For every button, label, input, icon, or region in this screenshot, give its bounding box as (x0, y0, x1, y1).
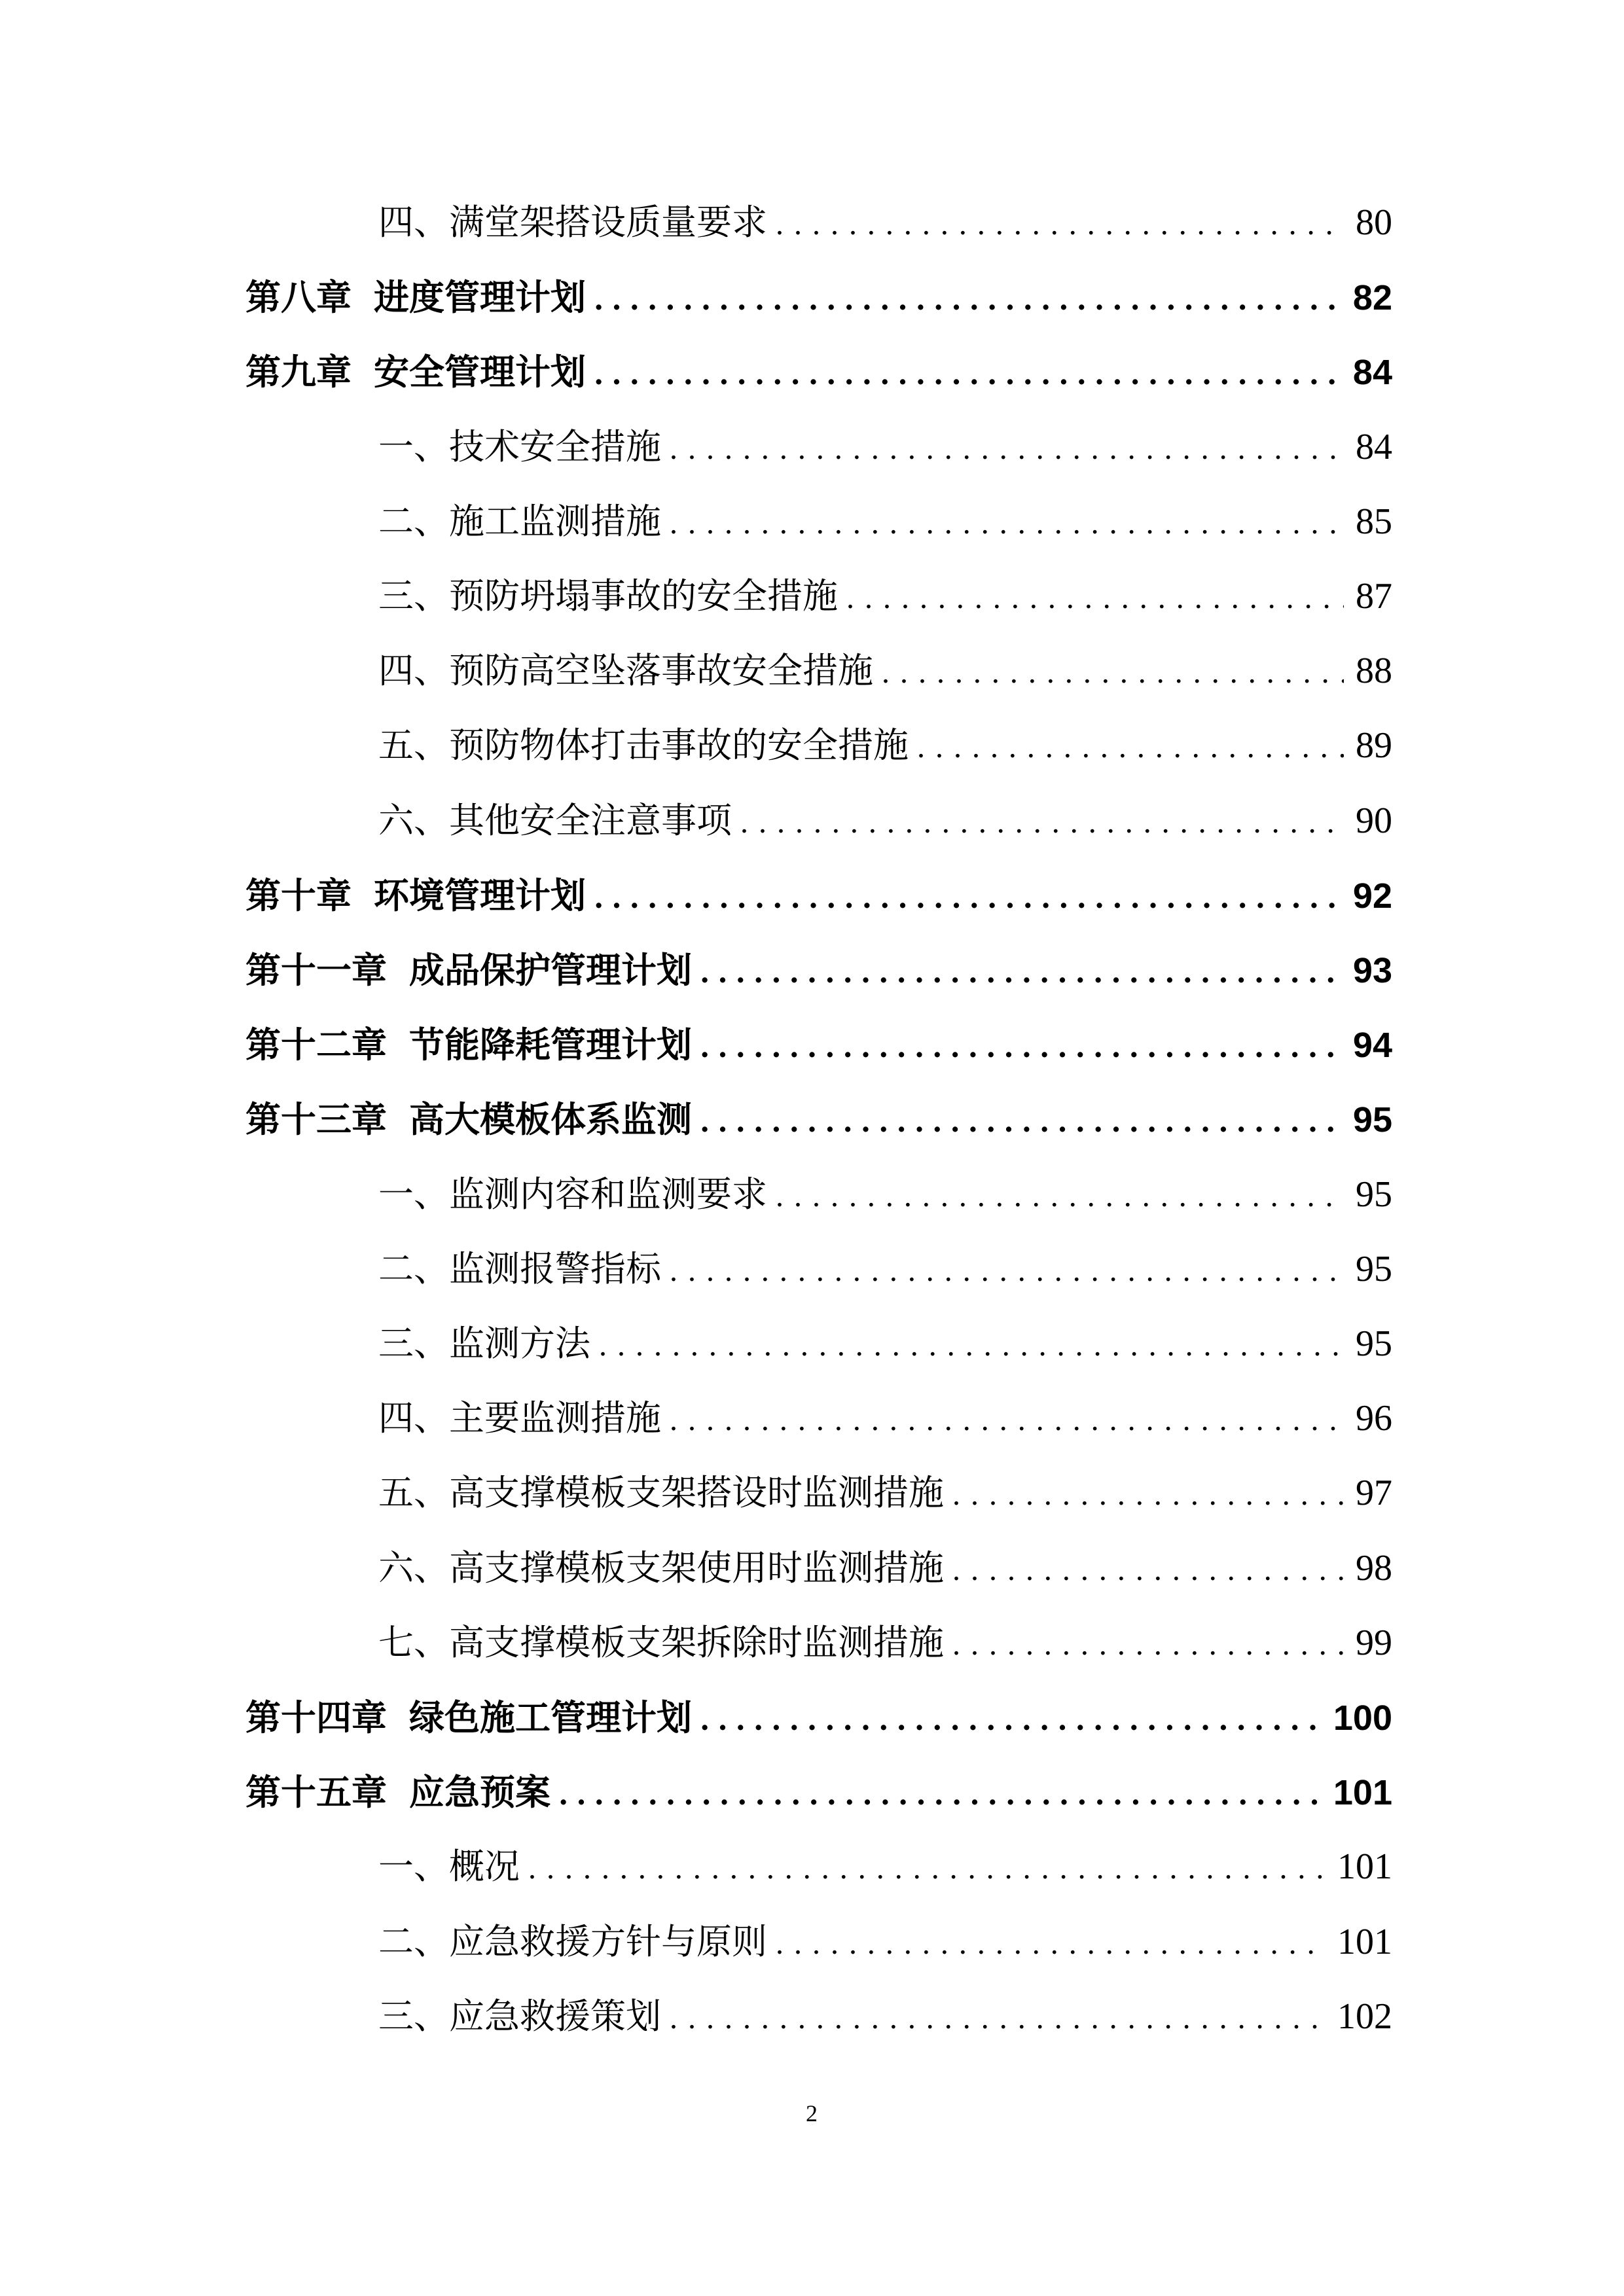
toc-page-number: 101 (1337, 1846, 1392, 1887)
toc-section-entry[interactable] (378, 1916, 1392, 1968)
toc-page-number: 102 (1337, 1996, 1392, 2037)
toc-chapter-entry[interactable] (245, 1766, 1392, 1818)
toc-chapter-entry[interactable] (245, 1093, 1392, 1145)
toc-dot-leader (846, 573, 1344, 625)
toc-section-entry[interactable] (378, 1467, 1392, 1519)
toc-section-entry[interactable] (378, 495, 1392, 548)
toc-entry-text: 七、高支撑模板支架拆除时监测措施 (378, 1622, 944, 1663)
toc-entry-title (378, 570, 838, 622)
toc-section-entry[interactable] (378, 719, 1392, 772)
toc-entry-title (245, 1766, 550, 1818)
toc-chapter-entry[interactable] (245, 869, 1392, 922)
toc-dot-leader (669, 1246, 1344, 1298)
toc-dot-leader (669, 498, 1344, 550)
toc-chapter-entry[interactable] (245, 1691, 1392, 1744)
toc-entry-text: 三、预防坍塌事故的安全措施 (378, 575, 838, 617)
toc-page-number: 94 (1352, 1026, 1392, 1065)
toc-page-number: 95 (1352, 1100, 1392, 1139)
toc-dot-leader (740, 797, 1344, 850)
toc-page-number: 95 (1356, 1174, 1392, 1215)
toc-entry-title (378, 1168, 767, 1221)
toc-page-number: 93 (1352, 951, 1392, 990)
toc-entry-title (378, 1840, 520, 1893)
toc-chapter-entry[interactable] (245, 346, 1392, 398)
toc-chapter-number: 第十四章 (245, 1696, 387, 1738)
toc-entry-text: 成品保护管理计划 (409, 949, 692, 991)
toc-entry-title (378, 1916, 767, 1968)
toc-entry-title (378, 495, 661, 548)
toc-entry-title (378, 421, 661, 473)
toc-entry-title (378, 1990, 661, 2043)
toc-entry-title (245, 869, 586, 922)
toc-section-entry[interactable] (378, 1990, 1392, 2043)
toc-section-entry[interactable] (378, 196, 1392, 249)
page-number: 2 (806, 2100, 818, 2126)
toc-entry-title (378, 1392, 661, 1444)
toc-dot-leader (700, 1096, 1341, 1149)
toc-dot-leader (669, 423, 1344, 476)
toc-entry-text: 节能降耗管理计划 (409, 1024, 692, 1066)
toc-chapter-number: 第十二章 (245, 1024, 387, 1066)
toc-page-number: 95 (1356, 1249, 1392, 1289)
toc-dot-leader (775, 1918, 1326, 1971)
toc-entry-text: 六、其他安全注意事项 (378, 800, 732, 841)
toc-entry-text: 二、应急救援方针与原则 (378, 1921, 767, 1962)
toc-section-entry[interactable] (378, 1840, 1392, 1893)
toc-dot-leader (700, 947, 1341, 999)
toc-entry-text: 二、监测报警指标 (378, 1248, 661, 1289)
toc-entry-text: 五、高支撑模板支架搭设时监测措施 (378, 1472, 944, 1513)
toc-entry-title (378, 645, 873, 697)
toc-chapter-number: 第十五章 (245, 1771, 387, 1813)
toc-entry-text: 四、主要监测措施 (378, 1397, 661, 1439)
toc-entry-title (245, 1018, 692, 1071)
toc-entry-title (245, 944, 692, 996)
toc-dot-leader (952, 1619, 1344, 1672)
toc-entry-title (245, 1691, 692, 1744)
toc-page-number: 101 (1337, 1922, 1392, 1962)
toc-entry-title (378, 1318, 590, 1370)
toc-entry-title (378, 1467, 944, 1519)
toc-page-number: 82 (1352, 278, 1392, 317)
toc-page-number: 99 (1356, 1623, 1392, 1663)
toc-section-entry[interactable] (378, 1168, 1392, 1221)
toc-page-number: 84 (1356, 427, 1392, 467)
toc-page-number: 96 (1356, 1398, 1392, 1439)
toc-section-entry[interactable] (378, 1542, 1392, 1594)
toc-section-entry[interactable] (378, 1392, 1392, 1444)
toc-entry-text: 应急预案 (409, 1771, 550, 1813)
toc-entry-title (378, 1243, 661, 1295)
toc-entry-text: 五、预防物体打击事故的安全措施 (378, 725, 909, 766)
toc-entry-text: 高大模板体系监测 (409, 1098, 692, 1140)
toc-section-entry[interactable] (378, 1243, 1392, 1295)
toc-chapter-entry[interactable] (245, 1018, 1392, 1071)
toc-entry-text: 四、满堂架搭设质量要求 (378, 202, 767, 243)
toc-page-number: 80 (1356, 202, 1392, 243)
toc-section-entry[interactable] (378, 421, 1392, 473)
toc-page-number: 100 (1333, 1698, 1392, 1738)
toc-entry-text: 一、概况 (378, 1846, 520, 1887)
toc-dot-leader (916, 722, 1344, 774)
toc-entry-text: 环境管理计划 (374, 874, 586, 916)
toc-entry-text: 一、技术安全措施 (378, 426, 661, 467)
toc-section-entry[interactable] (378, 1617, 1392, 1669)
toc-entry-title (245, 346, 586, 398)
toc-page-number: 89 (1356, 725, 1392, 766)
toc-entry-title (245, 271, 586, 323)
toc-entry-text: 安全管理计划 (374, 351, 586, 393)
toc-section-entry[interactable] (378, 570, 1392, 622)
toc-section-entry[interactable] (378, 645, 1392, 697)
toc-dot-leader (952, 1469, 1344, 1522)
toc-entry-title (378, 196, 767, 249)
toc-entry-title (378, 1542, 944, 1594)
toc-entry-title (378, 719, 909, 772)
toc-entry-text: 一、监测内容和监测要求 (378, 1174, 767, 1215)
toc-entry-text: 二、施工监测措施 (378, 501, 661, 542)
toc-page-number: 97 (1356, 1473, 1392, 1513)
toc-page-number: 88 (1356, 651, 1392, 691)
toc-dot-leader (594, 872, 1341, 925)
toc-entry-text: 六、高支撑模板支架使用时监测措施 (378, 1547, 944, 1588)
toc-entry-text: 三、应急救援策划 (378, 1996, 661, 2037)
toc-page-number: 101 (1333, 1773, 1392, 1812)
toc-chapter-entry[interactable] (245, 271, 1392, 323)
toc-dot-leader (594, 274, 1341, 327)
toc-dot-leader (669, 1993, 1326, 2045)
toc-section-entry[interactable] (378, 795, 1392, 847)
toc-dot-leader (881, 647, 1344, 700)
toc-page-number: 87 (1356, 576, 1392, 617)
toc-page-number: 92 (1352, 876, 1392, 916)
toc-dot-leader (775, 1171, 1344, 1223)
toc-page-number: 90 (1356, 800, 1392, 841)
toc-section-entry[interactable] (378, 1318, 1392, 1370)
toc-entry-title (245, 1093, 692, 1145)
toc-entry-text: 三、监测方法 (378, 1323, 590, 1364)
toc-dot-leader (700, 1695, 1322, 1747)
toc-entry-text: 四、预防高空坠落事故安全措施 (378, 650, 873, 691)
toc-chapter-number: 第十章 (245, 874, 352, 916)
toc-chapter-number: 第八章 (245, 276, 352, 318)
toc-chapter-number: 第九章 (245, 351, 352, 393)
toc-dot-leader (598, 1320, 1344, 1372)
toc-dot-leader (775, 199, 1344, 251)
toc-chapter-number: 第十三章 (245, 1098, 387, 1140)
toc-entry-text: 进度管理计划 (374, 276, 586, 318)
toc-page-number: 95 (1356, 1323, 1392, 1364)
toc-dot-leader (952, 1545, 1344, 1597)
toc-entry-title (378, 1617, 944, 1669)
toc-dot-leader (669, 1395, 1344, 1447)
toc-entry-title (378, 795, 732, 847)
toc-page-number: 85 (1356, 501, 1392, 542)
toc-page-number: 98 (1356, 1548, 1392, 1588)
toc-dot-leader (594, 349, 1341, 401)
toc-entry-text: 绿色施工管理计划 (409, 1696, 692, 1738)
toc-dot-leader (528, 1843, 1326, 1895)
toc-page-number: 84 (1352, 353, 1392, 392)
toc-dot-leader (558, 1769, 1322, 1821)
toc-dot-leader (700, 1022, 1341, 1074)
toc-chapter-number: 第十一章 (245, 949, 387, 991)
toc-chapter-entry[interactable] (245, 944, 1392, 996)
